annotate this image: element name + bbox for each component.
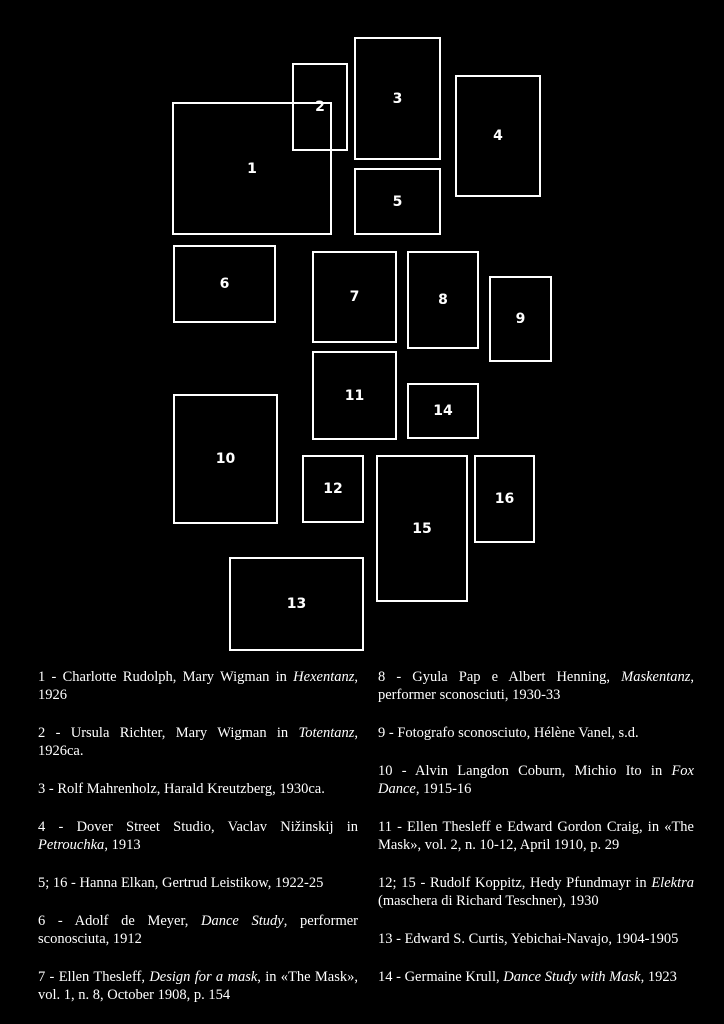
caption-5-16: 5; 16 - Hanna Elkan, Gertrud Leistikow, 1922-25 <box>38 875 324 891</box>
caption-13: 13 - Edward S. Curtis, Yebichai-Navajo, 1904-1905 <box>378 931 679 947</box>
frame-number: 11 <box>344 387 365 404</box>
caption-12-15: 12; 15 - Rudolf Koppitz, Hedy Pfundmayr in Elektra (maschera di Richard Teschner), 1930 <box>378 875 694 909</box>
captions-right-column <box>378 668 694 986</box>
caption-10: 10 - Alvin Langdon Coburn, Michio Ito in Fox Dance, 1915-16 <box>378 763 694 797</box>
caption-4: 4 - Dover Street Studio, Vaclav Nižinskij in Petrouchka, 1913 <box>38 819 358 853</box>
frame-5 <box>354 168 441 235</box>
caption-6: 6 - Adolf de Meyer, Dance Study, performer sconosciuta, 1912 <box>38 913 359 947</box>
frame-number: 9 <box>515 311 526 327</box>
frame-number: 3 <box>392 90 403 107</box>
caption-3: 3 - Rolf Mahrenholz, Harald Kreutzberg, 1930ca. <box>38 781 325 797</box>
frame-number: 13 <box>286 596 307 612</box>
frame-9 <box>489 276 552 362</box>
frame-3 <box>354 37 441 160</box>
frame-number: 10 <box>215 451 236 467</box>
frame-number: 6 <box>219 276 230 292</box>
frame-6 <box>173 245 276 323</box>
frame-number: 1 <box>247 160 257 177</box>
captions-left-column <box>38 668 358 1004</box>
frame-2 <box>292 63 348 151</box>
caption-8: 8 - Gyula Pap e Albert Henning, Maskentanz, performer sconosciuti, 1930-33 <box>378 669 694 703</box>
caption-11: 11 - Ellen Thesleff e Edward Gordon Craig, in «The Mask», vol. 2, n. 10-12, April 1910, p. 29 <box>378 819 694 853</box>
frame-11 <box>312 351 397 440</box>
frame-number: 8 <box>438 292 448 308</box>
frame-7 <box>312 251 397 343</box>
frame-number: 5 <box>392 193 403 210</box>
frame-10 <box>173 394 278 524</box>
caption-2: 2 - Ursula Richter, Mary Wigman in Totentanz, 1926ca. <box>38 725 358 759</box>
frame-number: 2 <box>315 99 325 115</box>
frame-number: 4 <box>493 128 503 144</box>
frame-15 <box>376 455 468 602</box>
caption-7: 7 - Ellen Thesleff, Design for a mask, in «The Mask», vol. 1, n. 8, October 1908, p. 154 <box>38 969 358 1003</box>
caption-9: 9 - Fotografo sconosciuto, Hélène Vanel, s.d. <box>378 725 639 741</box>
frame-number: 12 <box>323 481 343 497</box>
frame-number: 7 <box>349 289 360 305</box>
frame-14 <box>407 383 479 439</box>
frame-number: 15 <box>412 520 432 537</box>
frame-12 <box>302 455 364 523</box>
caption-1: 1 - Charlotte Rudolph, Mary Wigman in Hexentanz, 1926 <box>38 669 358 703</box>
caption-14: 14 - Germaine Krull, Dance Study with Mask, 1923 <box>378 969 677 985</box>
frame-number: 16 <box>494 491 515 507</box>
frame-number: 14 <box>433 403 453 419</box>
frame-4 <box>455 75 541 197</box>
frame-8 <box>407 251 479 349</box>
frame-16 <box>474 455 535 543</box>
frame-13 <box>229 557 364 651</box>
